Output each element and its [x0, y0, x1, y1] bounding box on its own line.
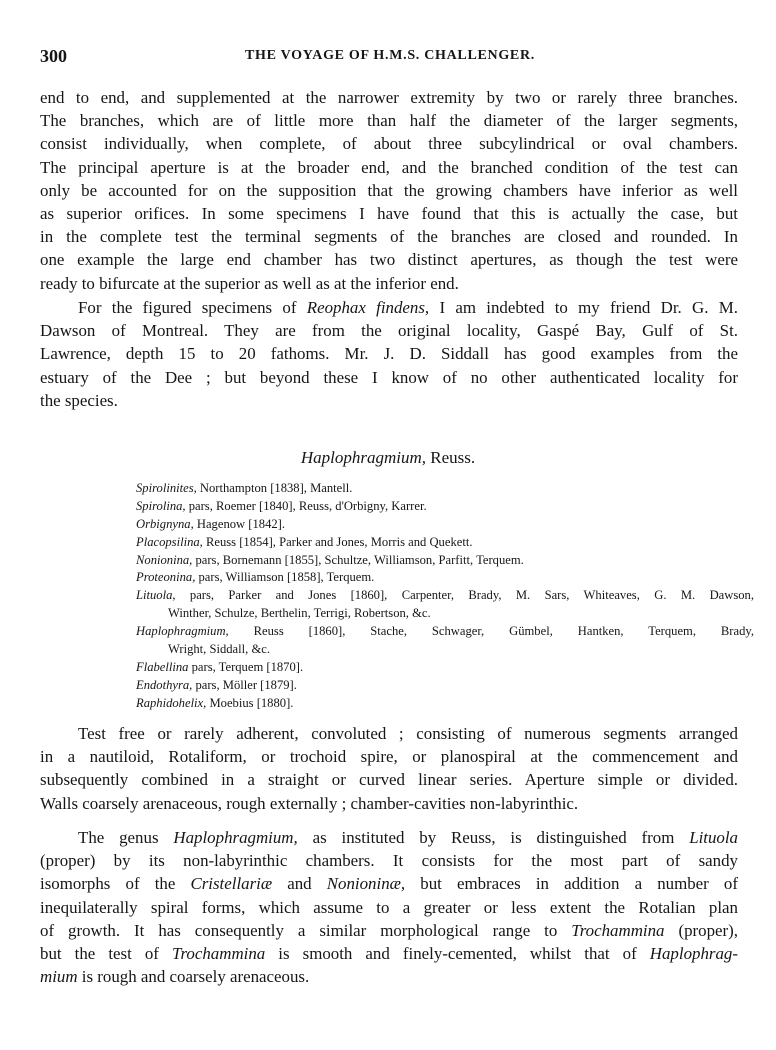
- text-line: subsequently combined in a straight or curved linear series. Aperture simple or divided.: [40, 770, 738, 790]
- paragraph-genus-discussion: [40, 826, 738, 988]
- genus-name: Haplophragmium,: [300, 448, 427, 467]
- text-line: of growth. It has consequently a similar morphological range to Trochammina (proper),: [40, 920, 738, 940]
- taxon-name: Trochammina: [571, 920, 665, 940]
- text-line: The branches, which are of little more than half the diameter of the larger segments,: [40, 111, 738, 131]
- genus-author: Reuss.: [426, 448, 476, 467]
- taxon-name: Reophax findens,: [306, 298, 430, 317]
- text-line: The genus Haplophragmium, as instituted by Reuss, is distinguished from Lituola: [78, 828, 738, 847]
- text-line: mium is rough and coarsely arenaceous.: [40, 967, 310, 987]
- text-line: in a nautiloid, Rotaliform, or trochoid spire, or planospiral at the commencement and: [40, 747, 738, 767]
- synonymy-list: [136, 480, 754, 713]
- synonymy-entry: Nonionina, pars, Bornemann [1855], Schultze, Williamson, Parfitt, Terquem.: [136, 552, 524, 567]
- taxon-name: Lituola: [689, 828, 738, 847]
- running-head: THE VOYAGE OF H.M.S. CHALLENGER.: [245, 48, 535, 63]
- synonymy-entry: Endothyra, pars, Möller [1879].: [136, 677, 297, 692]
- taxon-name: Nonioninæ,: [326, 874, 406, 894]
- paragraph-diagnosis: [40, 722, 738, 815]
- text-line: consist individually, when complete, of about three subcylindrical or oval chambers.: [40, 134, 738, 154]
- synonymy-entry: Spirolinites, Northampton [1838], Mantell.: [136, 481, 353, 495]
- text-line: end to end, and supplemented at the narrower extremity by two or rarely three branches.: [40, 88, 738, 107]
- synonymy-continuation: Wright, Siddall, &c.: [168, 642, 270, 657]
- synonymy-continuation: Winther, Schulze, Berthelin, Terrigi, Robertson, &c.: [168, 606, 431, 621]
- synonymy-entry: Proteonina, pars, Williamson [1858], Terquem.: [136, 570, 375, 585]
- synonymy-entry: Haplophragmium, Reuss [1860], Stache, Schwager, Gümbel, Hantken, Terquem, Brady,: [136, 624, 754, 639]
- text-line: Test free or rarely adherent, convoluted ; consisting of numerous segments arranged: [78, 724, 738, 743]
- synonymy-entry: Placopsilina, Reuss [1854], Parker and Jones, Morris and Quekett.: [136, 534, 473, 549]
- text-line: estuary of the Dee ; but beyond these I know of no other authenticated locality for: [40, 367, 738, 387]
- text-line: Walls coarsely arenaceous, rough externally ; chamber-cavities non-labyrinthic.: [40, 793, 579, 813]
- taxon-name: Haplophragmium,: [173, 828, 298, 847]
- text-line: Lawrence, depth 15 to 20 fathoms. Mr. J. D. Siddall has good examples from the: [40, 344, 738, 364]
- synonymy-entry: Raphidohelix, Moebius [1880].: [136, 695, 294, 710]
- text-line: as superior orifices. In some specimens I have found that this is actually the case, but: [40, 203, 738, 223]
- taxon-name: Haplophrag-: [649, 943, 738, 963]
- synonymy-entry: Lituola, pars, Parker and Jones [1860], Carpenter, Brady, M. Sars, Whiteaves, G. M. Dawson,: [136, 588, 754, 603]
- text-line: Dawson of Montreal. They are from the original locality, Gaspé Bay, Gulf of St.: [40, 321, 738, 341]
- synonymy-entry: Spirolina, pars, Roemer [1840], Reuss, d'Orbigny, Karrer.: [136, 498, 427, 513]
- text-line: (proper) by its non-labyrinthic chambers. It consists for the most part of sandy: [40, 851, 738, 871]
- synonymy-entry: Flabellina pars, Terquem [1870].: [136, 659, 304, 674]
- paragraph-specimens: [40, 296, 738, 412]
- text-line: only be accounted for on the supposition that the growing chambers have inferior as well: [40, 180, 738, 200]
- taxon-name: Cristellariæ: [190, 874, 273, 894]
- genus-heading: [0, 448, 776, 468]
- page-header: [40, 46, 740, 70]
- page-number: 300: [40, 46, 67, 66]
- paragraph-continuation: [40, 86, 738, 295]
- text-line: isomorphs of the Cristellariæ and Nonioninæ, but embraces in addition a number of: [40, 874, 738, 894]
- synonymy-entry: Orbignyna, Hagenow [1842].: [136, 516, 285, 531]
- text-line: in the complete test the terminal segments of the branches are closed and rounded. In: [40, 227, 738, 247]
- text-line: inequilaterally spiral forms, which assume to a greater or less extent the Rotalian plan: [40, 897, 738, 917]
- text-line: For the figured specimens of Reophax findens, I am indebted to my friend Dr. G. M.: [78, 298, 738, 317]
- text-line: the species.: [40, 390, 118, 410]
- text-line: but the test of Trochammina is smooth and finely-cemented, whilst that of Haplophrag-: [40, 943, 738, 963]
- taxon-name: Trochammina: [172, 943, 266, 963]
- taxon-name: mium: [40, 967, 78, 987]
- text-line: The principal aperture is at the broader end, and the branched condition of the test can: [40, 157, 738, 177]
- text-line: one example the large end chamber has two distinct apertures, as though the test were: [40, 250, 738, 270]
- text-line: ready to bifurcate at the superior as well as at the inferior end.: [40, 273, 459, 293]
